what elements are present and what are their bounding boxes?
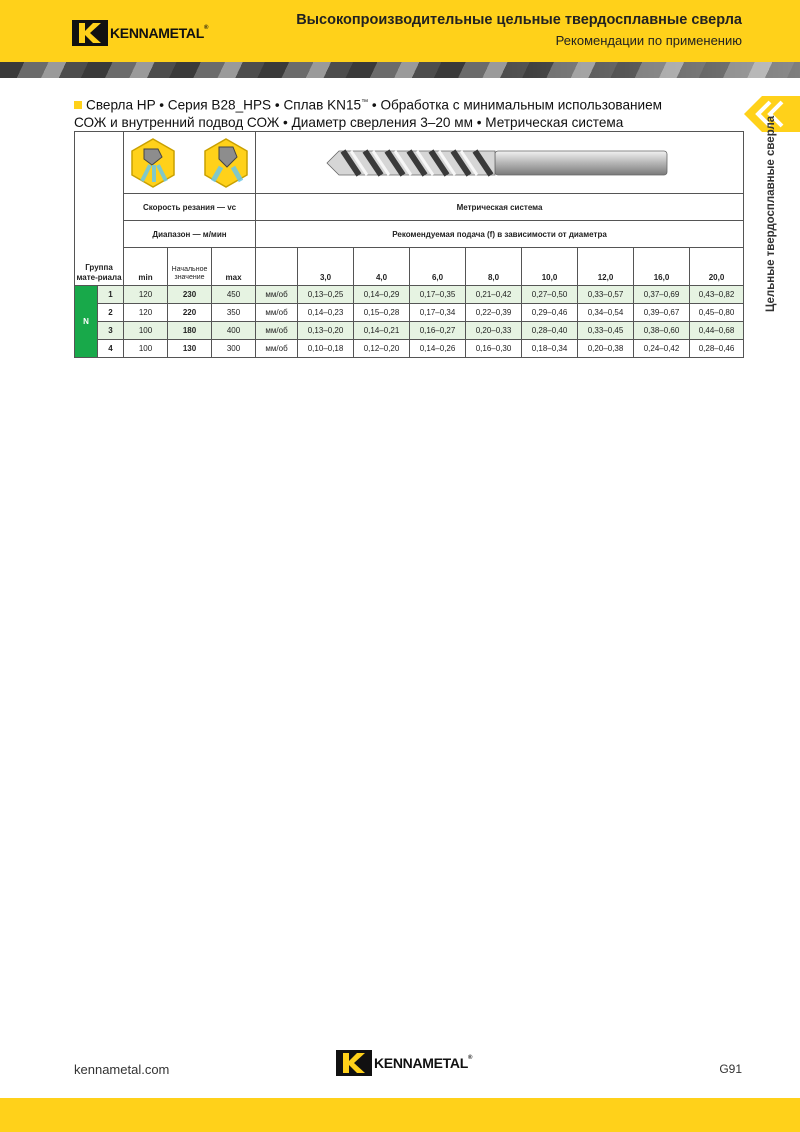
- title-bullet: [74, 101, 82, 109]
- feed-value: 0,38–0,60: [634, 322, 690, 340]
- feed-value: 0,16–0,27: [410, 322, 466, 340]
- feed-value: 0,22–0,39: [466, 304, 522, 322]
- speed-min: 120: [124, 304, 168, 322]
- speed-max: 450: [212, 286, 256, 304]
- speed-max: 300: [212, 340, 256, 358]
- diameter-header: 10,0: [522, 248, 578, 286]
- feed-value: 0,34–0,54: [578, 304, 634, 322]
- internal-coolant-icon: [203, 137, 249, 189]
- coolant-icons-cell: [124, 132, 256, 194]
- col-max: max: [212, 248, 256, 286]
- footer-website-link[interactable]: kennametal.com: [74, 1062, 170, 1077]
- row-number: 3: [98, 322, 124, 340]
- feed-value: 0,14–0,23: [298, 304, 354, 322]
- feed-unit: мм/об: [256, 286, 298, 304]
- feed-value: 0,17–0,35: [410, 286, 466, 304]
- brand-name: KENNAMETAL®: [110, 25, 209, 41]
- feed-value: 0,20–0,33: [466, 322, 522, 340]
- feed-value: 0,17–0,34: [410, 304, 466, 322]
- table-row: [75, 286, 744, 304]
- brand-name: KENNAMETAL®: [374, 1055, 473, 1071]
- diameter-header: 8,0: [466, 248, 522, 286]
- material-group-header: Группа мате-риала: [75, 132, 124, 286]
- material-group-code: N: [75, 286, 98, 358]
- feed-value: 0,29–0,46: [522, 304, 578, 322]
- row-number: 4: [98, 340, 124, 358]
- speed-start: 130: [168, 340, 212, 358]
- header-title: Высокопроизводительные цельные твердосплавные сверла: [296, 12, 742, 28]
- feed-unit: мм/об: [256, 322, 298, 340]
- feed-value: 0,13–0,25: [298, 286, 354, 304]
- page-number: G91: [719, 1062, 742, 1076]
- feed-unit: мм/об: [256, 340, 298, 358]
- feed-value: 0,27–0,50: [522, 286, 578, 304]
- diameter-header: 3,0: [298, 248, 354, 286]
- feed-value: 0,21–0,42: [466, 286, 522, 304]
- section-title: Сверла HP • Серия B28_HPS • Сплав KN15™ • Обработка с минимальным использованием СОЖ и внутренний подвод СОЖ • Диаметр сверления 3–20 мм • Метрическая система: [74, 97, 663, 130]
- row-number: 2: [98, 304, 124, 322]
- footer-kennametal-logo: [336, 1050, 472, 1076]
- diameter-header: 4,0: [354, 248, 410, 286]
- diameter-header: 20,0: [690, 248, 744, 286]
- row-number: 1: [98, 286, 124, 304]
- table-row: [75, 340, 744, 358]
- page-header: [0, 0, 800, 62]
- feed-value: 0,12–0,20: [354, 340, 410, 358]
- application-table: [74, 131, 744, 358]
- feed-value: 0,10–0,18: [298, 340, 354, 358]
- feed-value: 0,24–0,42: [634, 340, 690, 358]
- side-tab-label: Цельные твердосплавные сверла: [765, 115, 777, 312]
- feed-value: 0,33–0,57: [578, 286, 634, 304]
- feed-value: 0,44–0,68: [690, 322, 744, 340]
- col-unit-blank: [256, 248, 298, 286]
- speed-min: 120: [124, 286, 168, 304]
- speed-min: 100: [124, 322, 168, 340]
- feed-value: 0,14–0,29: [354, 286, 410, 304]
- metric-system-header: Метрическая система: [256, 194, 744, 221]
- col-start: Начальное значение: [168, 248, 212, 286]
- speed-min: 100: [124, 340, 168, 358]
- feed-value: 0,33–0,45: [578, 322, 634, 340]
- mql-coolant-icon: [130, 137, 176, 189]
- header-subtitle: Рекомендации по применению: [555, 33, 742, 48]
- range-header: Диапазон — м/мин: [124, 221, 256, 248]
- diameter-header: 6,0: [410, 248, 466, 286]
- cutting-speed-header: Скорость резания — vc: [124, 194, 256, 221]
- feed-value: 0,28–0,46: [690, 340, 744, 358]
- speed-start: 220: [168, 304, 212, 322]
- feed-value: 0,37–0,69: [634, 286, 690, 304]
- speed-max: 350: [212, 304, 256, 322]
- feed-unit: мм/об: [256, 304, 298, 322]
- kennametal-logo-icon: [72, 20, 108, 46]
- speed-start: 230: [168, 286, 212, 304]
- header-stripe-band: [0, 62, 800, 78]
- drill-image: [325, 143, 675, 183]
- kennametal-logo: [72, 20, 208, 46]
- feed-value: 0,13–0,20: [298, 322, 354, 340]
- table-row: [75, 322, 744, 340]
- feed-value: 0,39–0,67: [634, 304, 690, 322]
- feed-value: 0,45–0,80: [690, 304, 744, 322]
- feed-value: 0,28–0,40: [522, 322, 578, 340]
- feed-value: 0,14–0,21: [354, 322, 410, 340]
- feed-value: 0,43–0,82: [690, 286, 744, 304]
- speed-start: 180: [168, 322, 212, 340]
- table-row: [75, 304, 744, 322]
- feed-value: 0,14–0,26: [410, 340, 466, 358]
- drill-image-cell: [256, 132, 744, 194]
- feed-value: 0,16–0,30: [466, 340, 522, 358]
- speed-max: 400: [212, 322, 256, 340]
- feed-header: Рекомендуемая подача (f) в зависимости от диаметра: [256, 221, 744, 248]
- feed-value: 0,18–0,34: [522, 340, 578, 358]
- col-min: min: [124, 248, 168, 286]
- feed-value: 0,20–0,38: [578, 340, 634, 358]
- diameter-header: 12,0: [578, 248, 634, 286]
- feed-value: 0,15–0,28: [354, 304, 410, 322]
- kennametal-logo-icon: [336, 1050, 372, 1076]
- diameter-header: 16,0: [634, 248, 690, 286]
- footer-yellow-bar: [0, 1098, 800, 1132]
